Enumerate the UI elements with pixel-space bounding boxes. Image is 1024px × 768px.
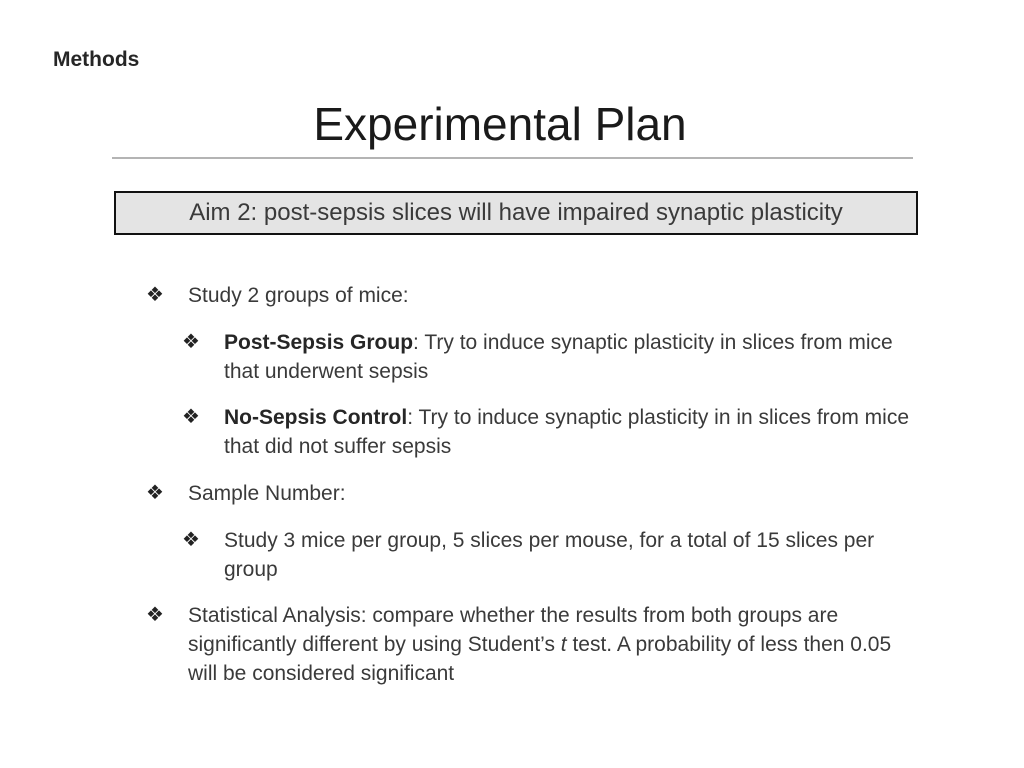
sub-bullet-sample-detail [182,526,922,584]
section-label: Methods [53,48,140,71]
title-divider [112,157,913,159]
page-title: Experimental Plan [313,98,687,150]
stats-text-before: Statistical Analysis: compare whether the results from both groups are significantly different by using Student’s [188,604,839,656]
bullet-text [182,403,922,461]
bullet-groups [146,281,926,310]
bullet-text [182,328,922,386]
group-description: : Try to induce synaptic plasticity in in slices from mice that did not suffer sepsis [224,406,910,458]
stats-italic-t: t [560,633,567,656]
diamond-bullet-icon: ❖ [146,284,164,306]
bullet-text: Study 3 mice per group, 5 slices per mouse, for a total of 15 slices per group [224,529,875,581]
group-label: No-Sepsis Control [224,406,408,429]
bullet-text: Sample Number: [188,482,346,505]
stats-text-after: test. A probability of less then 0.05 will be considered significant [188,633,892,685]
sub-bullet-post-sepsis [182,328,922,386]
group-label: Post-Sepsis Group [224,331,414,354]
sub-bullet-no-sepsis [182,403,922,461]
diamond-bullet-icon: ❖ [182,331,200,353]
diamond-bullet-icon: ❖ [182,529,200,551]
bullet-text: Study 2 groups of mice: [188,284,409,307]
aim-box: Aim 2: post-sepsis slices will have impaired synaptic plasticity [114,191,918,235]
diamond-bullet-icon: ❖ [182,406,200,428]
group-description: : Try to induce synaptic plasticity in slices from mice that underwent sepsis [224,331,893,383]
bullet-text [146,601,906,688]
bullet-statistical-analysis [146,601,906,688]
bullet-sample-number [146,479,926,508]
diamond-bullet-icon: ❖ [146,604,164,626]
diamond-bullet-icon: ❖ [146,482,164,504]
